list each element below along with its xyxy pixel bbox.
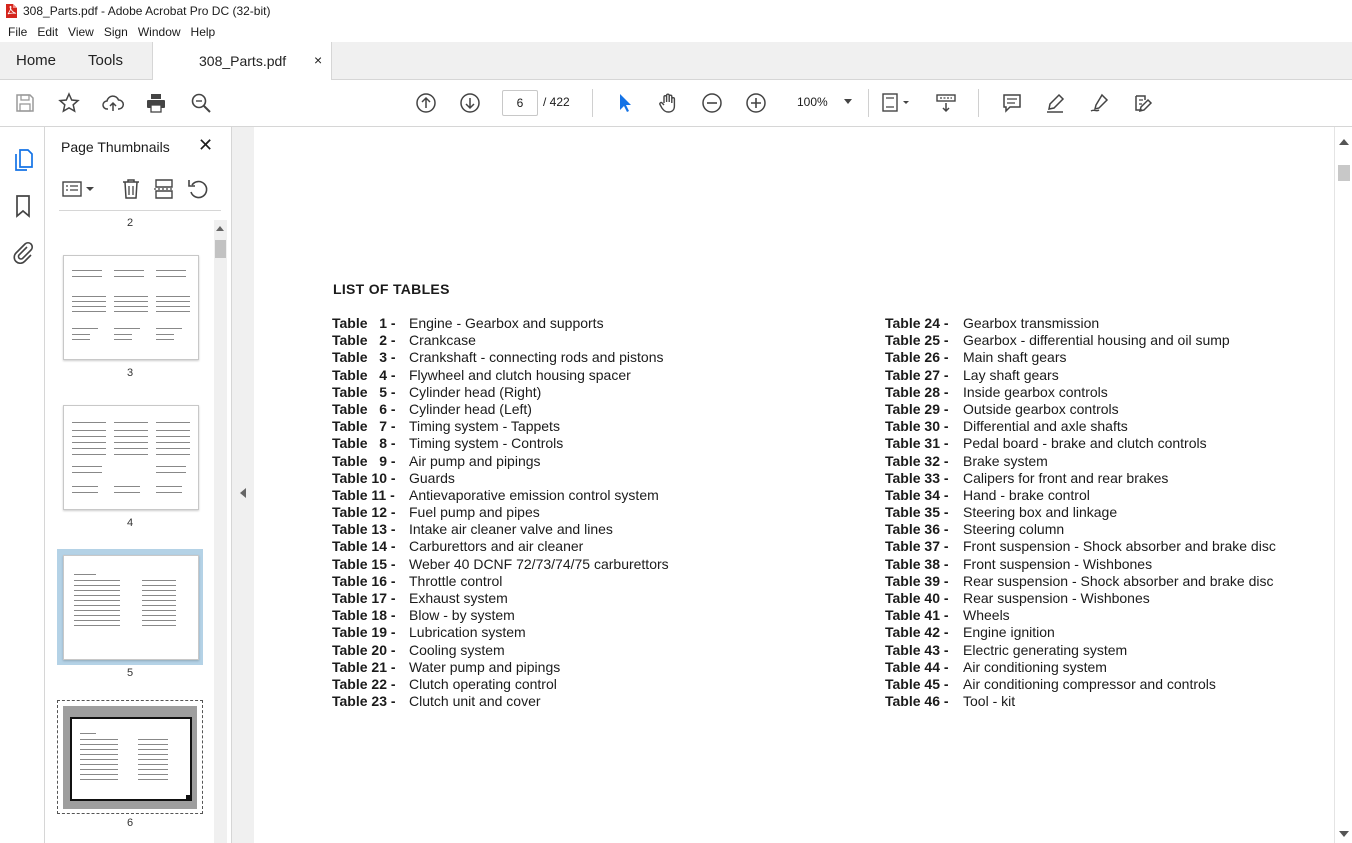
page-thumbnail-4[interactable]	[63, 405, 199, 510]
table-number: Table 36 -	[885, 521, 949, 538]
table-title: Gearbox - differential housing and oil sump	[963, 332, 1230, 349]
zoom-in-button[interactable]	[743, 90, 769, 116]
table-number: Table 33 -	[885, 469, 949, 486]
table-number: Table 8 -	[332, 435, 396, 452]
zoom-search-icon	[190, 92, 212, 114]
print-button[interactable]	[143, 90, 169, 116]
table-title: Wheels	[963, 607, 1010, 624]
table-number: Table 40 -	[885, 590, 949, 606]
acrobat-pdf-icon	[5, 4, 17, 18]
thumbnail-label: 4	[126, 517, 134, 529]
panel-close-icon[interactable]: ✕	[198, 135, 214, 155]
table-title: Crankshaft - connecting rods and pistons	[409, 349, 664, 366]
menu-bar	[0, 22, 1352, 42]
tab-tools[interactable]: Tools	[88, 52, 124, 69]
fit-page-button[interactable]	[877, 90, 913, 116]
zoom-out-button[interactable]	[699, 90, 725, 116]
insert-page-icon[interactable]	[152, 177, 176, 201]
panel-toolbar	[59, 177, 219, 203]
table-title: Air conditioning system	[963, 658, 1107, 675]
table-number: Table 16 -	[332, 572, 396, 589]
cursor-arrow-icon	[613, 92, 635, 114]
document-heading: LIST OF TABLES	[333, 281, 450, 297]
table-title: Throttle control	[409, 572, 503, 589]
page-thumbnails-panel	[45, 127, 232, 843]
toolbar-divider	[978, 89, 979, 117]
hand-icon	[657, 92, 679, 114]
edit-pdf-button[interactable]	[1130, 90, 1156, 116]
table-number: Table 31 -	[885, 435, 949, 452]
arrow-down-circle-icon	[459, 92, 481, 114]
page-total: / 422	[543, 95, 570, 109]
scroll-up-icon[interactable]	[1339, 139, 1349, 145]
table-title: Weber 40 DCNF 72/73/74/75 carburettors	[409, 555, 669, 572]
comment-icon	[1001, 92, 1023, 114]
table-title: Hand - brake control	[963, 486, 1090, 503]
tab-document-label: 308_Parts.pdf	[199, 53, 287, 69]
table-number: Table 7 -	[332, 418, 396, 435]
table-title: Air conditioning compressor and controls	[963, 675, 1216, 692]
table-number: Table 29 -	[885, 400, 949, 417]
table-title: Pedal board - brake and clutch controls	[963, 435, 1207, 452]
table-title: Calipers for front and rear brakes	[963, 469, 1169, 486]
menu-edit[interactable]: Edit	[37, 25, 59, 39]
page-thumbnail-5[interactable]	[63, 555, 199, 660]
table-number: Table 10 -	[332, 469, 396, 486]
table-title: Front suspension - Shock absorber and brake disc	[963, 538, 1276, 555]
menu-window[interactable]: Window	[137, 25, 181, 39]
table-title: Crankcase	[409, 332, 476, 349]
table-title: Exhaust system	[409, 590, 508, 606]
scroll-up-icon[interactable]	[216, 226, 224, 231]
fit-page-icon	[879, 92, 911, 114]
window-title: 308_Parts.pdf - Adobe Acrobat Pro DC (32-bit)	[23, 4, 271, 18]
menu-file[interactable]: File	[8, 25, 28, 39]
table-title: Electric generating system	[963, 641, 1128, 658]
table-title: Carburettors and air cleaner	[409, 538, 584, 555]
main-toolbar	[0, 80, 1352, 127]
table-title: Steering column	[963, 521, 1065, 538]
table-title: Rear suspension - Wishbones	[963, 590, 1150, 606]
table-number: Table 44 -	[885, 658, 949, 675]
table-number: Table 6 -	[332, 400, 396, 417]
highlight-button[interactable]	[1042, 90, 1068, 116]
table-number: Table 23 -	[332, 693, 396, 710]
tab-close-icon[interactable]: ×	[314, 52, 323, 68]
panel-collapse-handle[interactable]	[232, 127, 254, 843]
table-title: Lubrication system	[409, 624, 526, 641]
zoom-value: 100%	[797, 95, 828, 109]
edit-document-icon	[1132, 92, 1154, 114]
table-number: Table 1 -	[332, 315, 396, 331]
table-title: Fuel pump and pipes	[409, 504, 540, 521]
table-title: Guards	[409, 469, 455, 486]
table-number: Table 17 -	[332, 590, 396, 606]
table-title: Clutch unit and cover	[409, 693, 541, 710]
table-number: Table 2 -	[332, 332, 396, 349]
bookmark-star-button[interactable]	[56, 90, 82, 116]
table-title: Steering box and linkage	[963, 504, 1118, 521]
next-page-button[interactable]	[457, 90, 483, 116]
table-number: Table 25 -	[885, 332, 949, 349]
table-number: Table 20 -	[332, 641, 396, 658]
table-number: Table 32 -	[885, 452, 949, 469]
table-title: Outside gearbox controls	[963, 400, 1119, 417]
scroll-down-icon[interactable]	[1339, 831, 1349, 837]
scroll-mode-icon	[935, 92, 957, 114]
table-title: Blow - by system	[409, 607, 515, 624]
chevron-down-icon	[844, 99, 852, 104]
table-number: Table 9 -	[332, 452, 396, 469]
table-title: Front suspension - Wishbones	[963, 555, 1153, 572]
table-number: Table 21 -	[332, 658, 396, 675]
rotate-page-icon[interactable]	[186, 177, 210, 201]
sign-button[interactable]	[1086, 90, 1112, 116]
table-number: Table 35 -	[885, 504, 949, 521]
navigation-rail	[0, 127, 45, 843]
table-number: Table 24 -	[885, 315, 949, 331]
menu-view[interactable]: View	[68, 25, 94, 39]
minus-circle-icon	[701, 92, 723, 114]
arrow-up-circle-icon	[415, 92, 437, 114]
table-title: Differential and axle shafts	[963, 418, 1128, 435]
table-title: Tool - kit	[963, 693, 1016, 710]
hand-tool-button[interactable]	[655, 90, 681, 116]
scrollbar-thumb[interactable]	[215, 240, 226, 258]
table-title: Inside gearbox controls	[963, 383, 1108, 400]
table-number: Table 4 -	[332, 366, 396, 383]
table-number: Table 13 -	[332, 521, 396, 538]
toolbar-divider	[868, 89, 869, 117]
zoom-level-select[interactable]	[784, 90, 858, 114]
table-title: Water pump and pipings	[409, 658, 561, 675]
save-icon	[14, 92, 36, 114]
attachments-paperclip-icon[interactable]	[11, 240, 35, 264]
table-number: Table 22 -	[332, 675, 396, 692]
menu-sign[interactable]: Sign	[103, 25, 128, 39]
highlighter-pen-icon	[1044, 92, 1066, 114]
table-title: Intake air cleaner valve and lines	[409, 521, 613, 538]
title-bar	[0, 0, 1352, 22]
page-thumbnail-3[interactable]	[63, 255, 199, 360]
table-title: Main shaft gears	[963, 349, 1067, 366]
options-menu-icon[interactable]	[61, 177, 95, 201]
table-number: Table 12 -	[332, 504, 396, 521]
tab-document[interactable]	[152, 42, 332, 80]
table-title: Cooling system	[409, 641, 505, 658]
table-number: Table 11 -	[332, 486, 395, 503]
scrolling-mode-button[interactable]	[933, 90, 959, 116]
table-number: Table 14 -	[332, 538, 396, 555]
fountain-pen-icon	[1088, 92, 1110, 114]
page-number-input[interactable]: 6	[502, 90, 538, 116]
thumbnail-label: 2	[126, 217, 134, 229]
star-icon	[58, 92, 80, 114]
page-thumbnail-6[interactable]	[63, 706, 197, 809]
table-title: Air pump and pipings	[409, 452, 541, 469]
collapse-arrow-icon	[240, 488, 246, 498]
table-number: Table 15 -	[332, 555, 396, 572]
table-title: Antievaporative emission control system	[409, 486, 659, 503]
table-title: Rear suspension - Shock absorber and brake disc	[963, 572, 1274, 589]
thumbnail-scrollbar[interactable]	[214, 220, 227, 843]
table-number: Table 42 -	[885, 624, 949, 641]
table-title: Gearbox transmission	[963, 315, 1100, 331]
toolbar-divider	[592, 89, 593, 117]
table-title: Cylinder head (Right)	[409, 383, 542, 400]
table-title: Flywheel and clutch housing spacer	[409, 366, 631, 383]
table-number: Table 45 -	[885, 675, 949, 692]
thumbnail-visible-area	[70, 717, 192, 801]
upload-button[interactable]	[100, 90, 126, 116]
table-title: Timing system - Controls	[409, 435, 564, 452]
document-scrollbar[interactable]	[1334, 127, 1352, 843]
menu-help[interactable]: Help	[190, 25, 216, 39]
table-number: Table 37 -	[885, 538, 949, 555]
table-title: Clutch operating control	[409, 675, 557, 692]
table-number: Table 39 -	[885, 572, 949, 589]
panel-divider	[59, 210, 221, 211]
table-number: Table 41 -	[885, 607, 949, 624]
plus-circle-icon	[745, 92, 767, 114]
table-number: Table 3 -	[332, 349, 396, 366]
delete-pages-icon[interactable]	[119, 177, 143, 201]
table-number: Table 5 -	[332, 383, 396, 400]
table-title: Timing system - Tappets	[409, 418, 560, 435]
thumbnail-label: 3	[126, 367, 134, 379]
table-number: Table 34 -	[885, 486, 949, 503]
page-thumbnails-icon[interactable]	[11, 148, 35, 172]
table-title: Cylinder head (Left)	[409, 400, 532, 417]
comment-button[interactable]	[999, 90, 1025, 116]
tab-bar	[0, 42, 1352, 80]
previous-page-button[interactable]	[413, 90, 439, 116]
panel-title: Page Thumbnails	[61, 139, 170, 155]
table-title: Lay shaft gears	[963, 366, 1059, 383]
table-number: Table 38 -	[885, 555, 949, 572]
table-title: Engine ignition	[963, 624, 1055, 641]
save-button[interactable]	[12, 90, 38, 116]
table-number: Table 19 -	[332, 624, 396, 641]
bookmarks-icon[interactable]	[11, 194, 35, 218]
table-number: Table 26 -	[885, 349, 949, 366]
table-title: Engine - Gearbox and supports	[409, 315, 604, 331]
table-number: Table 27 -	[885, 366, 949, 383]
thumbnail-label: 6	[126, 817, 134, 829]
table-number: Table 28 -	[885, 383, 949, 400]
table-number: Table 43 -	[885, 641, 949, 658]
printer-icon	[145, 92, 167, 114]
table-title: Brake system	[963, 452, 1048, 469]
scrollbar-thumb[interactable]	[1338, 165, 1350, 181]
table-number: Table 18 -	[332, 607, 396, 624]
table-number: Table 30 -	[885, 418, 949, 435]
find-button[interactable]	[188, 90, 214, 116]
select-tool-button[interactable]	[611, 90, 637, 116]
tab-home[interactable]: Home	[16, 52, 57, 69]
thumbnail-label: 5	[126, 667, 134, 679]
cloud-upload-icon	[102, 92, 124, 114]
table-number: Table 46 -	[885, 693, 949, 710]
